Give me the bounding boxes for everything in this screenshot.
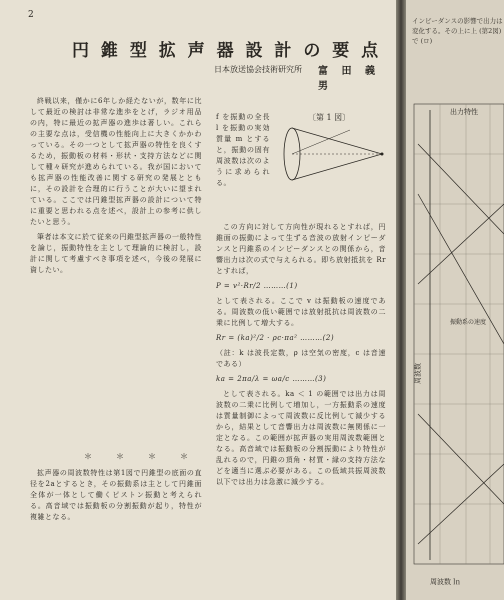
column-1-text xyxy=(30,96,202,448)
paragraph-5: として表される。ここで v は振動板の速度である。周波数の低い範囲では放射抵抗は周波数の二乗に比例して増大する。 xyxy=(216,297,386,327)
section-divider: ＊ ＊ ＊ ＊ xyxy=(84,452,196,461)
paragraph-3: 拡声器の周波数特性は第1図で円錐型の底面の直径を2aとするとき，その振動系は主として円錐面全体が一体として働くピストン振動と考えられる。高音域では振動板の分割振動が起り，特性が複雑となる。 xyxy=(30,469,202,521)
paragraph-6: として表される。ka ＜ 1 の範囲では出力は周波数の二乗に比例して増加し，一方振動系の速度は質量制御によって周波数に反比例して減少するから，結果として音響出力は周波数に無関係に一定となる。この範囲が拡声器の実用周波数範囲となる。高音域では振動板の分割振動により特性が乱れるので，円錐の頂角・材質・縁の支持方法などを適当に選ぶ必要がある。この低域共振周波数以下では出力は急激に減少する。 xyxy=(216,390,386,486)
column-1-bottom-text xyxy=(30,468,202,594)
equation-note: （註：k は波長定数，ρ は空気の密度，c は音速である） xyxy=(216,349,386,368)
author-name: 富 田 義 男 xyxy=(318,66,380,92)
equation-3: ka = 2πa/λ = ωa/c ………(3) xyxy=(216,375,327,383)
page-number: 2 xyxy=(28,10,34,20)
author-affiliation: 日本放送協会技術研究所 xyxy=(214,65,302,74)
chart-label-output: 出力特性 xyxy=(450,108,478,116)
chart-label-velocity: 振動系の速度 xyxy=(450,319,487,326)
figure-label: 〔第 1 図〕 xyxy=(308,113,351,122)
cone-diagram xyxy=(270,120,390,186)
column-2-intro: f を振動の全長 l を振動の実効質量 m とすると，振動の固有周波数は次のように求められる。 xyxy=(216,113,270,187)
paragraph-4: この方向に対して方向性が現れるとすれば，円錐面の振動によって生ずる音波の放射インピーダンスと円錐系のインピーダンスとの関係から，音響出力は次の式で与えられる。即ち放射抵抗を Rr とすれば， xyxy=(216,223,386,275)
article-title: 円 錐 型 拡 声 器 設 計 の 要 点 xyxy=(72,41,382,61)
facing-page-text: インピーダンスの影響で出力は変化する。その上に上 (第2図) で (ロ) xyxy=(412,17,503,45)
equation-2: Rr = (ka)²/2 · ρc·πa² ………(2) xyxy=(216,334,335,342)
column-2-text xyxy=(216,222,386,594)
equation-1: P = v²·Rr/2 ………(1) xyxy=(216,282,298,290)
facing-page-chart xyxy=(410,84,504,600)
paragraph-2: 筆者は本文に於て従来の円錐型拡声器の一般特性を論じ，振動特性を主として理論的に検討し，設計に関して考慮すべき事項を述べ，今後の発展に資したい。 xyxy=(30,233,202,274)
chart-label-frequency: 周波数 xyxy=(414,363,422,384)
book-gutter xyxy=(396,0,406,600)
chart-label-axis: 周波数 ㏑ xyxy=(430,578,461,586)
paragraph-1: 終戦以来，僅かに6年しか経たないが，数年に比して最近の検討は非常な進歩をとげ，ラジオ用品の内，特に最近の拡声器の進歩は著しい。これらの主要な点は，受信機の性能向上に大きくかかわっている。その一つとして拡声器の特性を良くするため，振動板の材料・形状・支持方法などに関して種々研究が進められている。我が国においても拡声器の性能改善に関する研究の発展とともに，その設計を合理的に行うことが大いに望まれている。ここでは円錐型拡声器の設計について特に重要と思われる点を述べ，設計上の参考に供したいと思う。 xyxy=(30,97,202,226)
